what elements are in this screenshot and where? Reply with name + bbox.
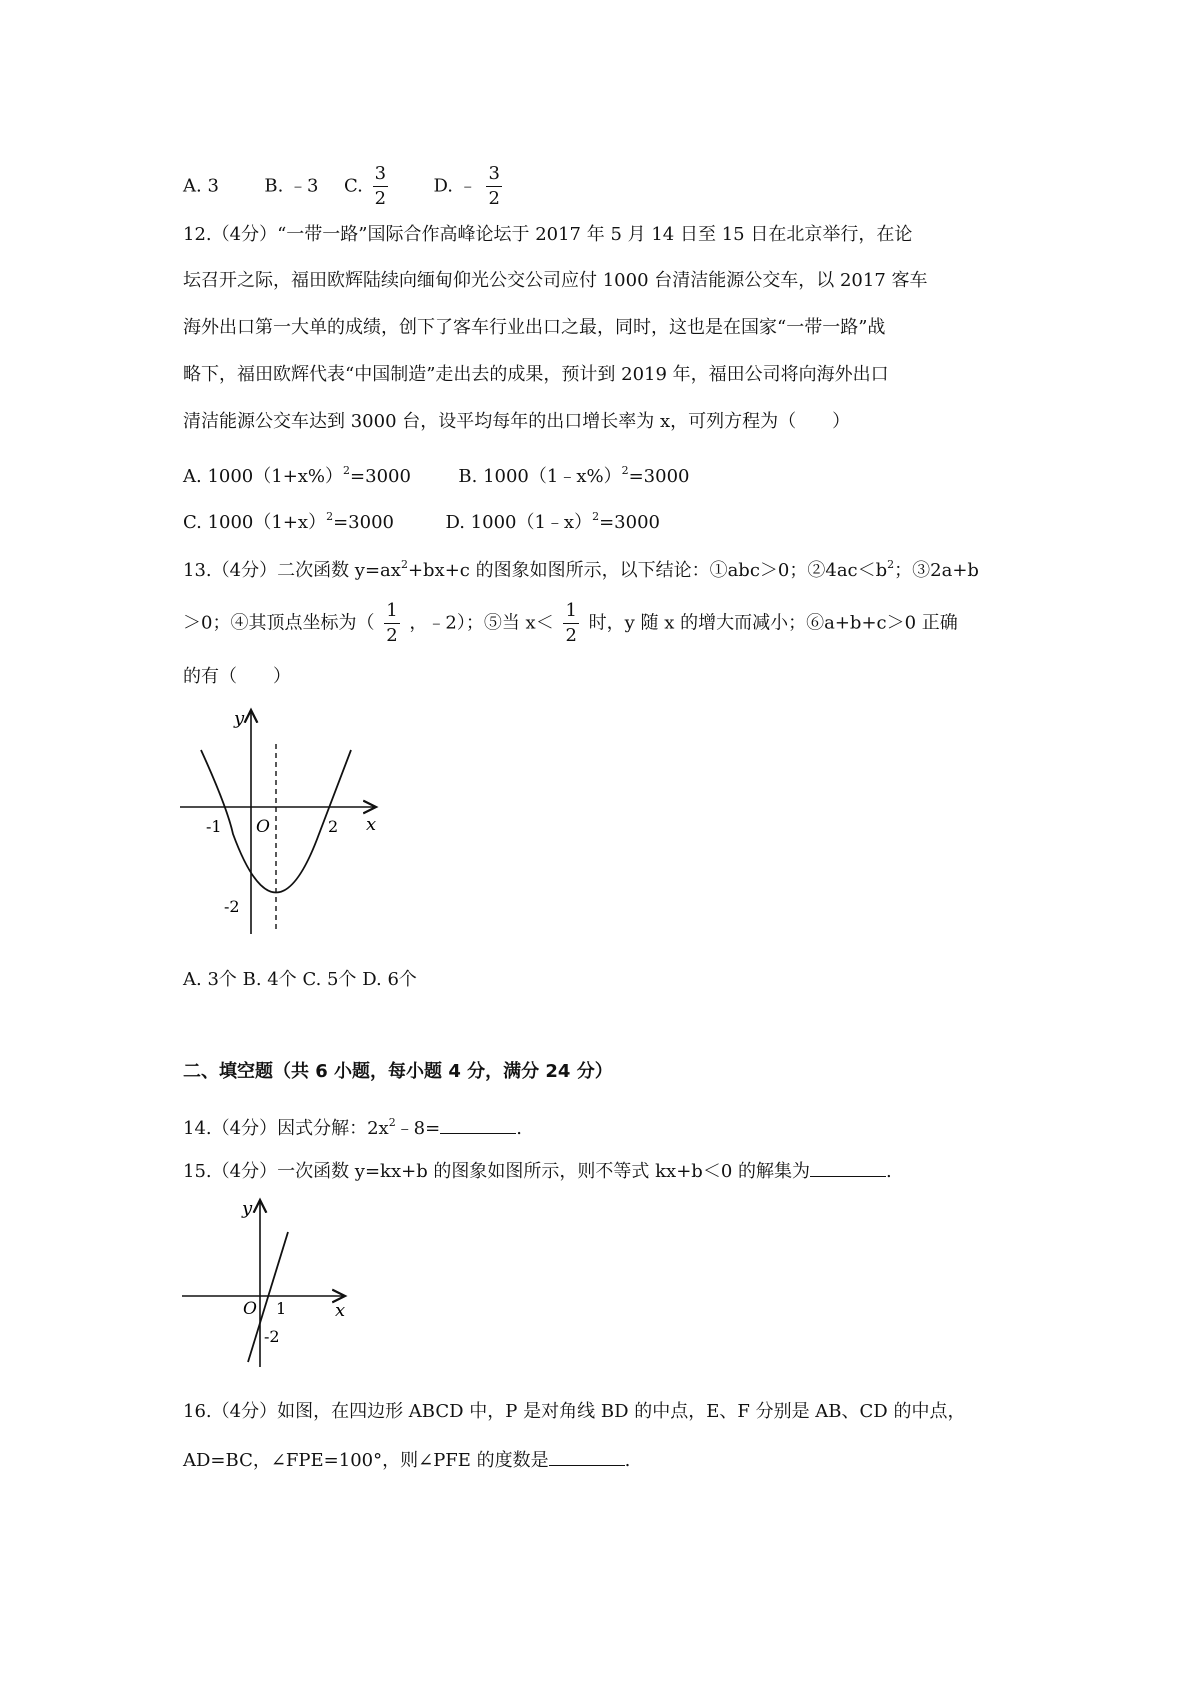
section-heading: 二、填空题（共 6 小题，每小题 4 分，满分 24 分）: [183, 1061, 613, 1082]
q14: 14.（4分）因式分解：$2x^2﹣8=$ .: [183, 1116, 522, 1139]
q13-condition-fraction: [563, 599, 578, 648]
tick-label-1: 1: [276, 1299, 287, 1318]
q13-line-3: 的有（ ）: [183, 666, 291, 687]
q12-option-c: C. $1000(1+x)^2=3000$: [183, 510, 394, 533]
q11-option-b: B. ﹣3: [264, 175, 319, 197]
q12-line-3: 海外出口第一大单的成绩，创下了客车行业出口之最，同时，这也是在国家“一带一路”战: [183, 317, 886, 338]
fraction-denominator: 2: [565, 625, 577, 646]
fraction-numerator: 1: [563, 599, 578, 624]
answer-blank: [810, 1158, 886, 1177]
q16-line-1: 16.（4分）如图，在四边形 ABCD 中，P 是对角线 BD 的中点，E、F 分别是 AB、CD 的中点，: [183, 1401, 966, 1422]
fraction-numerator: 3: [373, 162, 388, 187]
q15: 15.（4分）一次函数 y=kx+b 的图象如图所示，则不等式 kx+b＜0 的解集为 .: [183, 1158, 892, 1184]
q16-line-2: AD=BC，∠FPE=100°，则∠PFE 的度数是 .: [183, 1447, 630, 1473]
q13-options: A. 3个 B. 4个 C. 5个 D. 6个: [183, 969, 417, 990]
fraction-denominator: 2: [488, 188, 500, 209]
y-axis-label: y: [234, 708, 245, 729]
fraction-denominator: 2: [386, 625, 398, 646]
x-axis-label: x: [366, 814, 377, 835]
q11-options: [183, 162, 506, 211]
q12-line-5: 清洁能源公交车达到 3000 台，设平均每年的出口增长率为 x，可列方程为（ ）: [183, 411, 851, 432]
fraction-numerator: 1: [384, 599, 399, 624]
x-axis-label: x: [335, 1300, 346, 1321]
fraction-numerator: 3: [486, 162, 501, 187]
origin-label: O: [256, 817, 270, 837]
q13-parabola-graph: [178, 702, 398, 942]
tick-label-2: 2: [328, 817, 339, 836]
fraction-denominator: 2: [374, 188, 387, 209]
q11-option-a: A. 3: [183, 175, 219, 197]
tick-label-neg2: -2: [224, 897, 240, 916]
q12-line-4: 略下，福田欧辉代表“中国制造”走出去的成果，预计到 2019 年，福田公司将向海外出口: [183, 364, 889, 385]
tick-label-neg1: -1: [206, 817, 222, 836]
tick-label-neg2: -2: [264, 1327, 280, 1346]
answer-blank: [440, 1115, 516, 1134]
q12-option-d: D. 1000（1﹣x）$^2$=3000: [445, 510, 660, 533]
answer-blank: [549, 1447, 625, 1466]
q13-vertex-fraction: [384, 599, 399, 648]
q12-option-a: A. $1000(1+x\%)^2=3000$: [183, 464, 411, 487]
y-axis-label: y: [242, 1198, 253, 1219]
q15-line-graph: [180, 1192, 350, 1372]
origin-label: O: [243, 1299, 257, 1319]
q11-option-c-prefix: C.: [343, 175, 363, 197]
q13-line-2: ＞0；④其顶点坐标为（ $\frac{1}{2}$ ，﹣2）；⑤当 x＜ $\frac{1}{2}$ 时，y 随 x 的增大而减小；⑥a+b+c＞0 正确: [183, 600, 958, 646]
q12-line-2: 坛召开之际，福田欧辉陆续向缅甸仰光公交公司应付 1000 台清洁能源公交车，以 2017 客车: [183, 270, 928, 291]
q12-options-row-1: [183, 459, 689, 489]
q12-options-row-2: [183, 505, 660, 535]
q12-option-b: B. 1000（1﹣x%）$^2$=3000: [458, 464, 690, 487]
q11-option-c-fraction: [373, 162, 388, 211]
q12-line-1: 12.（4分）“一带一路”国际合作高峰论坛于 2017 年 5 月 14 日至 15 日在北京举行，在论: [183, 224, 913, 245]
q11-option-d-fraction: [486, 162, 501, 211]
q13-line-1: 13.（4分）二次函数 $y=ax^2+bx+c$ 的图象如图所示，以下结论：①abc＞0；$②4ac<b^2$；③2a+b: [183, 558, 979, 581]
q11-option-d-prefix: D. ﹣: [433, 175, 477, 197]
